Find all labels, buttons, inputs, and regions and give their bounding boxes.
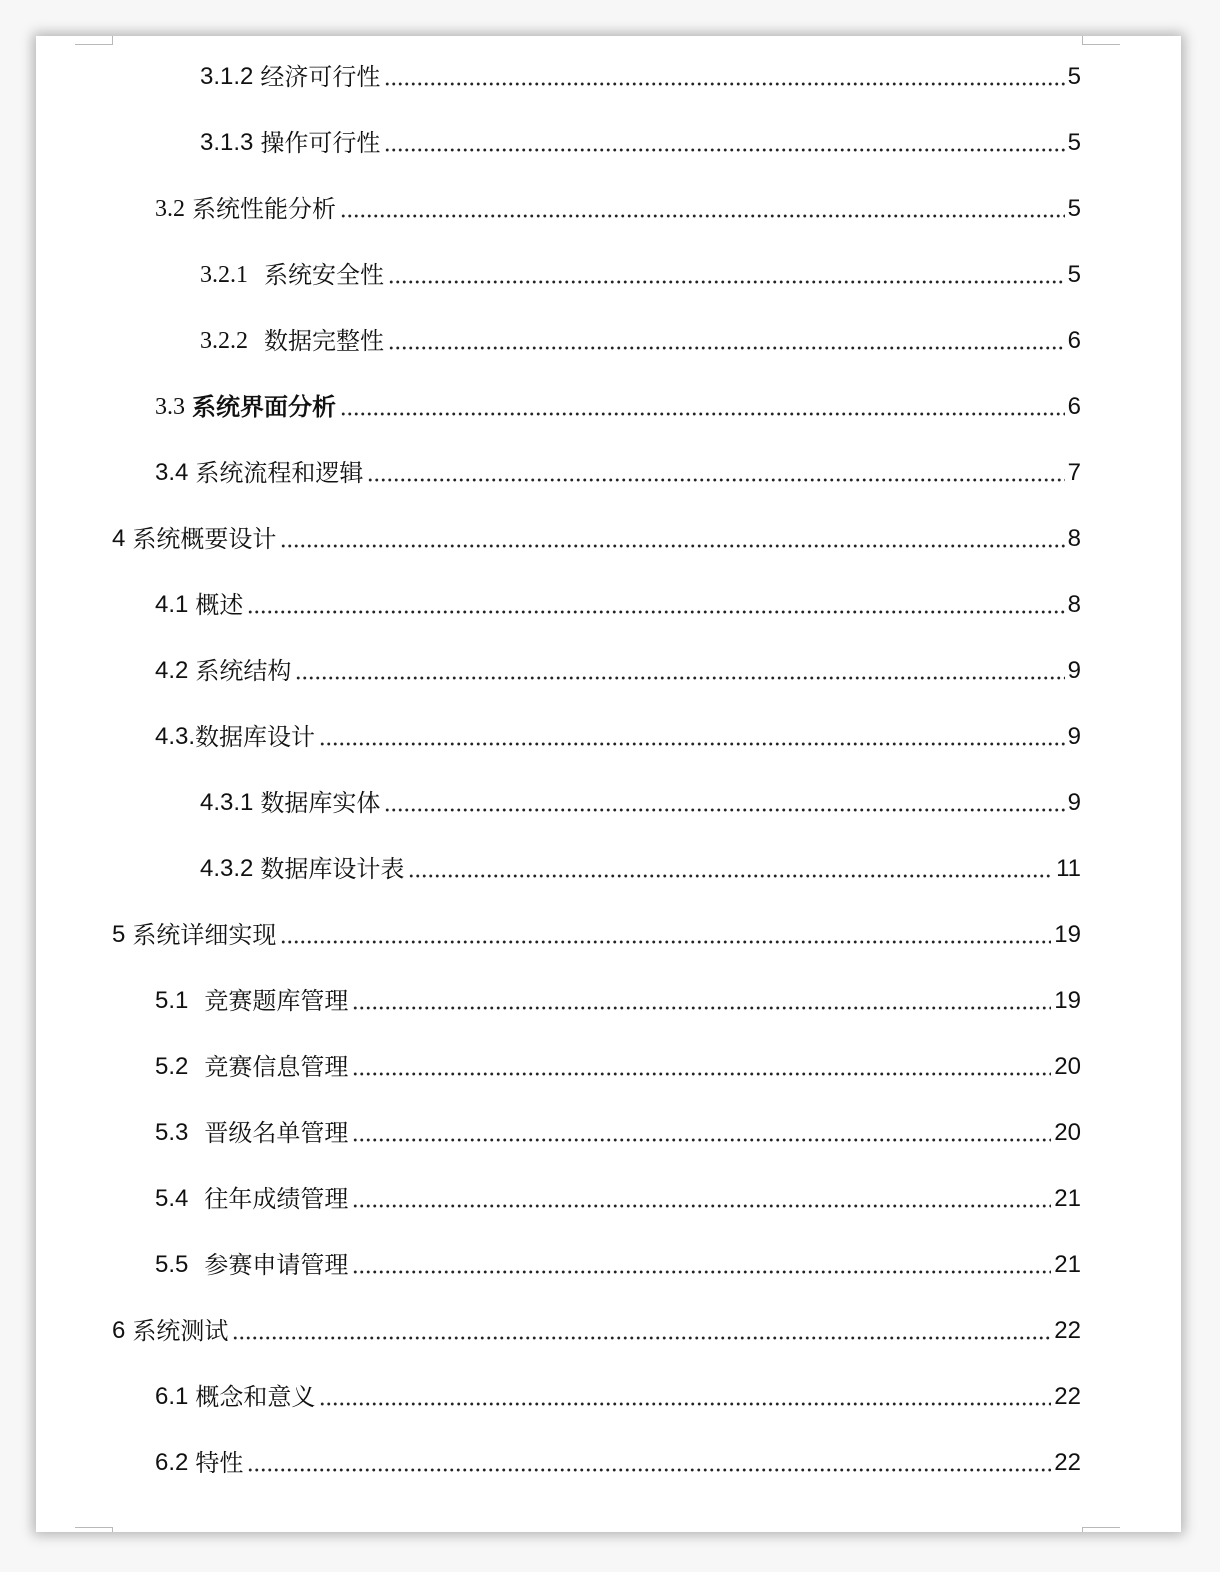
dot-leader: [247, 609, 1064, 615]
toc-entry-number: 3.2.1: [200, 262, 248, 288]
toc-entry-title: 数据库设计: [195, 723, 316, 751]
toc-entry-title: 系统性能分析: [192, 195, 336, 223]
toc-entry-title: 往年成绩管理: [204, 1185, 349, 1213]
toc-entry[interactable]: [36, 968, 1081, 1034]
toc-entry[interactable]: [36, 44, 1081, 110]
toc-entry-page: 9: [1067, 789, 1081, 816]
toc-entry-number: 5.4: [155, 1185, 189, 1212]
dot-leader: [247, 1467, 1051, 1473]
toc-entry-page: 5: [1067, 195, 1081, 222]
toc-entry-number: 4.2: [155, 657, 189, 684]
crop-mark-top-right-v: [1082, 36, 1083, 44]
dot-leader: [388, 345, 1065, 351]
toc-entry-number: 5.3: [155, 1119, 189, 1146]
dot-leader: [384, 147, 1064, 153]
toc-entry-page: 5: [1067, 261, 1081, 288]
toc-entry-page: 8: [1067, 525, 1081, 552]
toc-entry-number: 4.3.: [155, 723, 196, 750]
toc-entry-page: 8: [1067, 591, 1081, 618]
toc-entry-number: 6: [112, 1317, 126, 1344]
toc-entry-number: 5: [112, 921, 126, 948]
toc-entry[interactable]: [36, 506, 1081, 572]
toc-entry-number: 4: [112, 525, 126, 552]
toc-entry[interactable]: [36, 638, 1081, 704]
toc-entry-page: 20: [1054, 1119, 1081, 1146]
toc-entry-page: 6: [1067, 327, 1081, 354]
toc-entry-title: 数据库设计表: [260, 855, 405, 883]
dot-leader: [352, 1269, 1051, 1275]
toc-entry-number: 5.2: [155, 1053, 189, 1080]
toc-entry[interactable]: [36, 572, 1081, 638]
toc-entry[interactable]: [36, 110, 1081, 176]
crop-mark-bottom-right-v: [1082, 1527, 1083, 1532]
toc-entry[interactable]: [36, 1364, 1081, 1430]
toc-entry-title: 操作可行性: [260, 129, 381, 157]
toc-entry-number: 3.1.2: [200, 63, 254, 90]
crop-mark-top-left-v: [112, 36, 113, 44]
toc-entry-page: 7: [1067, 459, 1081, 486]
toc-entry-page: 11: [1056, 855, 1081, 882]
crop-mark-top-right: [1082, 44, 1120, 45]
dot-leader: [384, 807, 1064, 813]
toc-entry-page: 9: [1067, 657, 1081, 684]
toc-entry[interactable]: [36, 1100, 1081, 1166]
toc-entry[interactable]: [36, 1232, 1081, 1298]
toc-entry-page: 5: [1067, 129, 1081, 156]
dot-leader: [232, 1335, 1051, 1341]
toc-entry[interactable]: [36, 770, 1081, 836]
toc-entry[interactable]: [36, 704, 1081, 770]
toc-entry-title: 系统流程和逻辑: [195, 459, 364, 487]
toc-entry-page: 21: [1054, 1251, 1081, 1278]
dot-leader: [352, 1005, 1051, 1011]
toc-entry-number: 3.1.3: [200, 129, 254, 156]
dot-leader: [408, 873, 1053, 879]
toc-entry-title: 参赛申请管理: [204, 1251, 349, 1279]
toc-entry-title: 竞赛信息管理: [204, 1053, 349, 1081]
toc-entry-title: 系统安全性: [264, 261, 384, 289]
dot-leader: [280, 939, 1051, 945]
toc-entry-page: 9: [1067, 723, 1081, 750]
toc-entry-number: 3.2: [155, 196, 185, 222]
toc-entry[interactable]: [36, 440, 1081, 506]
toc-entry-title: 竞赛题库管理: [204, 987, 349, 1015]
toc-entry-title: 系统结构: [195, 657, 292, 685]
crop-mark-bottom-left-v: [112, 1527, 113, 1532]
toc-entry-page: 21: [1054, 1185, 1081, 1212]
toc-entry-number: 3.4: [155, 459, 189, 486]
document-page: [36, 36, 1181, 1532]
dot-leader: [340, 411, 1065, 417]
toc-entry[interactable]: [36, 1298, 1081, 1364]
toc-entry[interactable]: [36, 902, 1081, 968]
toc-entry-title: 特性: [195, 1449, 244, 1477]
toc-entry-title: 概念和意义: [195, 1383, 316, 1411]
toc-entry-title: 数据库实体: [260, 789, 381, 817]
toc-entry[interactable]: [36, 176, 1081, 242]
toc-entry-number: 3.3: [155, 394, 185, 420]
toc-entry-page: 19: [1054, 987, 1081, 1014]
toc-entry-title: 系统界面分析: [192, 393, 336, 421]
toc-entry-page: 20: [1054, 1053, 1081, 1080]
toc-entry[interactable]: [36, 1430, 1081, 1496]
toc-entry[interactable]: [36, 1034, 1081, 1100]
toc-entry-number: 5.1: [155, 987, 189, 1014]
toc-entry-number: 4.3.2: [200, 855, 254, 882]
toc-entry-number: 4.3.1: [200, 789, 254, 816]
toc-entry-page: 22: [1054, 1317, 1081, 1344]
dot-leader: [280, 543, 1064, 549]
toc-entry-number: 5.5: [155, 1251, 189, 1278]
dot-leader: [295, 675, 1064, 681]
dot-leader: [352, 1071, 1051, 1077]
toc-entry-page: 19: [1054, 921, 1081, 948]
toc-entry-title: 系统详细实现: [132, 921, 277, 949]
toc-entry-page: 22: [1054, 1449, 1081, 1476]
table-of-contents: [36, 44, 1081, 1496]
toc-entry[interactable]: [36, 836, 1081, 902]
toc-entry-title: 经济可行性: [260, 63, 381, 91]
crop-mark-bottom-right: [1082, 1527, 1120, 1528]
dot-leader: [352, 1137, 1051, 1143]
toc-entry-title: 概述: [195, 591, 244, 619]
toc-entry-title: 系统测试: [132, 1317, 229, 1345]
toc-entry-number: 6.1: [155, 1383, 189, 1410]
dot-leader: [319, 1401, 1051, 1407]
toc-entry[interactable]: [36, 242, 1081, 308]
toc-entry-page: 6: [1067, 393, 1081, 420]
crop-mark-bottom-left: [75, 1527, 113, 1528]
dot-leader: [319, 741, 1065, 747]
toc-entry-page: 5: [1067, 63, 1081, 90]
dot-leader: [384, 81, 1064, 87]
toc-entry[interactable]: [36, 374, 1081, 440]
toc-entry-number: 4.1: [155, 591, 189, 618]
dot-leader: [340, 213, 1065, 219]
toc-entry-page: 22: [1054, 1383, 1081, 1410]
dot-leader: [388, 279, 1065, 285]
dot-leader: [352, 1203, 1051, 1209]
toc-entry[interactable]: [36, 1166, 1081, 1232]
toc-entry[interactable]: [36, 308, 1081, 374]
toc-entry-title: 晋级名单管理: [204, 1119, 349, 1147]
toc-entry-number: 3.2.2: [200, 328, 248, 354]
toc-entry-title: 数据完整性: [264, 327, 384, 355]
toc-entry-number: 6.2: [155, 1449, 189, 1476]
dot-leader: [367, 477, 1064, 483]
toc-entry-title: 系统概要设计: [132, 525, 277, 553]
